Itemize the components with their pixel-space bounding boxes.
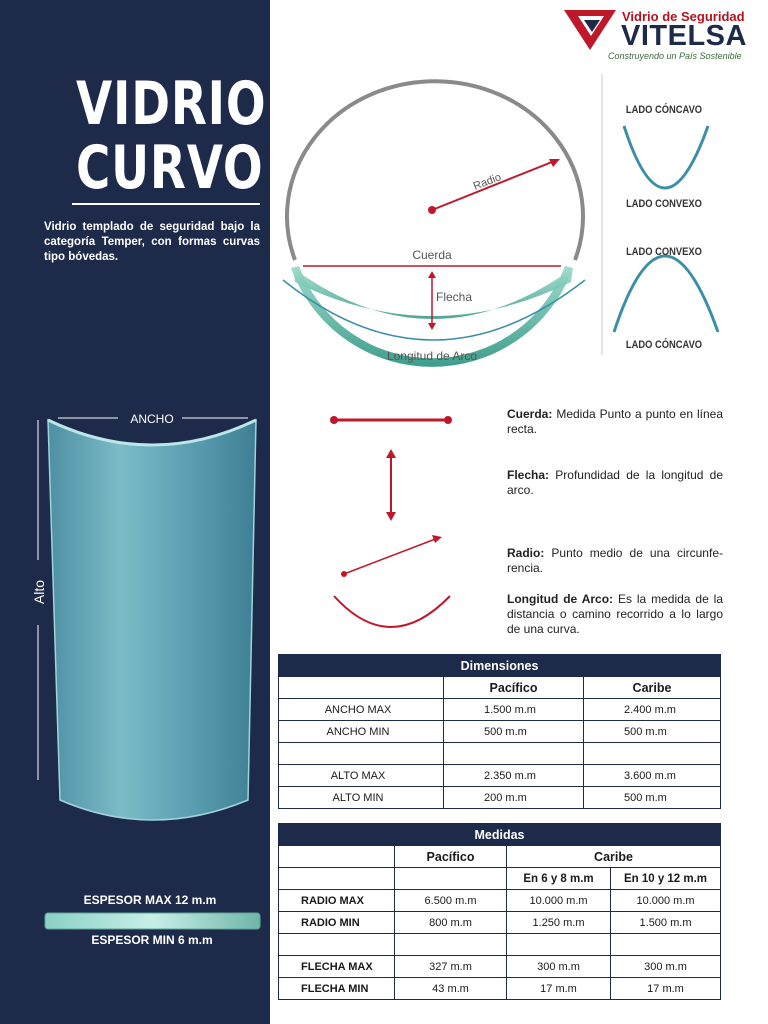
intro-text: Vidrio templado de seguridad bajo la categoría Temper, con formas curvas tipo bóvedas. (44, 221, 260, 263)
table-row: ANCHO MIN 500 m.m 500 m.m (279, 721, 721, 743)
medidas-table (278, 823, 721, 1000)
cuerda-icon (330, 416, 452, 424)
table-row: ALTO MAX 2.350 m.m 3.600 m.m (279, 765, 721, 787)
flecha-label: Flecha (436, 290, 473, 304)
cuerda-label: Cuerda (412, 248, 452, 262)
med-sub-10-12: En 10 y 12 m.m (611, 868, 721, 890)
medidas-title: Medidas (279, 824, 721, 846)
logo-brand-name: VITELSA (621, 20, 747, 52)
legend-icons (320, 400, 470, 640)
page-title (76, 69, 267, 203)
med-col-pacifico: Pacífico (395, 846, 507, 868)
longitud-label: Longitud de Arco (386, 349, 478, 363)
table-row-spacer (279, 934, 721, 956)
side-label-concavo-2: LADO CÓNCAVO (625, 339, 703, 351)
espesor-bar (45, 913, 260, 929)
radio-label: Radio (471, 171, 503, 193)
def-flecha: Flecha: Profundidad de la longitud de arco. (507, 468, 724, 497)
table-row: RADIO MIN 800 m.m 1.250 m.m 1.500 m.m (279, 912, 721, 934)
ancho-label: ANCHO (130, 412, 174, 426)
table-row: ANCHO MAX 1.500 m.m 2.400 m.m (279, 699, 721, 721)
radio-icon (341, 535, 442, 577)
arco-icon (334, 596, 450, 627)
table-row-spacer (279, 743, 721, 765)
def-cuerda: Cuerda: Medida Punto a punto en línea recta. (507, 407, 723, 436)
def-longitud: Longitud de Arco: Es la medida de la distancia o camino recorrido a lo largo de una curva. (507, 592, 723, 636)
title-divider (72, 203, 260, 205)
table-row: FLECHA MIN 43 m.m 17 m.m 17 m.m (279, 978, 721, 1000)
title-line-1: VIDRIO (76, 69, 267, 139)
glass-panel-illustration (0, 400, 270, 960)
dimensiones-table (278, 654, 721, 809)
def-radio: Radio: Punto medio de una circunfe- rencia. (507, 546, 723, 575)
espesor-max-label: ESPESOR MAX 12 m.m (83, 893, 217, 907)
side-label-convexo-2: LADO CONVEXO (626, 246, 702, 258)
espesor-min-label: ESPESOR MIN 6 m.m (91, 933, 213, 947)
med-sub-6-8: En 6 y 8 m.m (507, 868, 611, 890)
side-label-concavo-1: LADO CÓNCAVO (625, 104, 703, 116)
dim-col-caribe: Caribe (584, 677, 721, 699)
arc-diagram (275, 70, 595, 370)
flecha-icon (386, 449, 396, 521)
table-row: FLECHA MAX 327 m.m 300 m.m 300 m.m (279, 956, 721, 978)
table-row: ALTO MIN 200 m.m 500 m.m (279, 787, 721, 809)
side-label-convexo-1: LADO CONVEXO (626, 198, 702, 210)
logo-tagline: Construyendo un País Sostenible (608, 51, 742, 61)
title-line-2: CURVO (76, 133, 264, 203)
dim-col-pacifico: Pacífico (444, 677, 584, 699)
dimensiones-title: Dimensiones (279, 655, 721, 677)
logo-top-text: Vidrio de Seguridad (622, 9, 745, 24)
alto-label: Alto (31, 579, 47, 605)
med-col-caribe: Caribe (507, 846, 721, 868)
table-row: RADIO MAX 6.500 m.m 10.000 m.m 10.000 m.m (279, 890, 721, 912)
